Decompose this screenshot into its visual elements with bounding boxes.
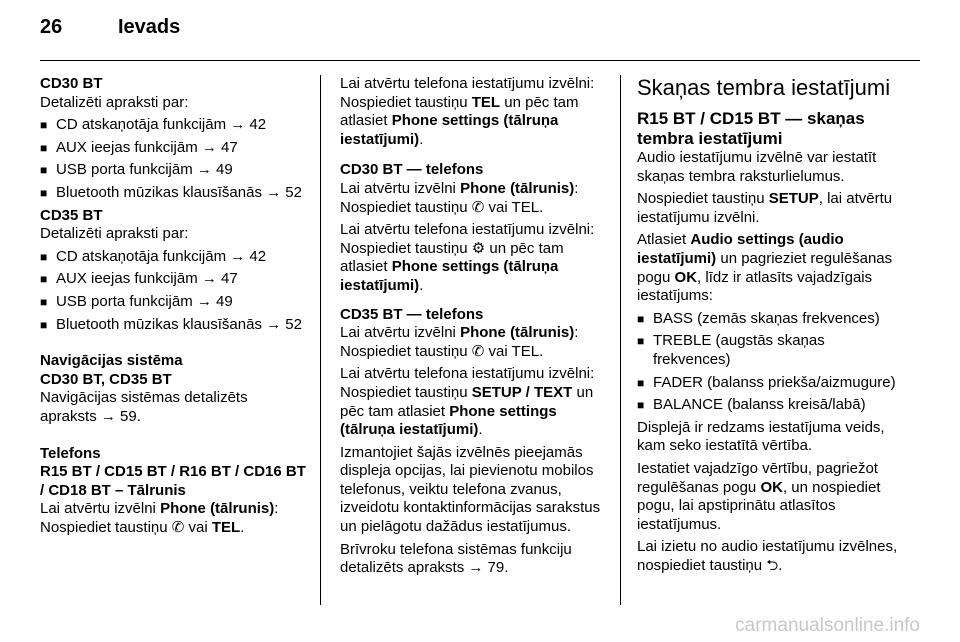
text-run: . bbox=[478, 421, 483, 439]
text-run: OK bbox=[674, 268, 698, 286]
list-item: ■ AUX ieejas funkcijām → 47 bbox=[40, 139, 308, 158]
cd35-tel-heading: CD35 BT — telefons bbox=[340, 305, 484, 323]
cd30-heading: CD30 BT bbox=[40, 75, 103, 92]
cd30-tel-heading: CD30 BT — telefons bbox=[340, 161, 484, 179]
column-2 bbox=[340, 75, 602, 582]
text-run: , lai atvērtu iestatījumu izvēlni. bbox=[637, 190, 893, 226]
subsection-heading: R15 BT / CD15 BT — skaņas tembra iestatījumi bbox=[637, 109, 865, 148]
text-run: . bbox=[240, 518, 245, 536]
text-run: : Nospiediet taustiņu ✆ vai bbox=[40, 500, 279, 536]
nav-heading: Navigācijas sistēma bbox=[40, 352, 183, 370]
text-run: TEL bbox=[211, 518, 241, 536]
text-run: Lai atvērtu telefona iestatījumu izvēlni: Nospiediet taustiņu bbox=[340, 365, 595, 401]
list-item: ■ USB porta funkcijām → 49 bbox=[40, 161, 308, 180]
list-item: ■ Bluetooth mūzikas klausīšanās → 52 bbox=[40, 316, 308, 335]
text-run: Lai atvērtu telefona iestatījumu izvēlni: Nospiediet taustiņu bbox=[340, 75, 595, 111]
nav-subheading: CD30 BT, CD35 BT bbox=[40, 370, 172, 388]
list-item: ■ BASS (zemās skaņas frekvences) bbox=[637, 310, 905, 329]
list-item: ■ Bluetooth mūzikas klausīšanās → 52 bbox=[40, 184, 308, 203]
text-run: Lai atvērtu izvēlni bbox=[40, 500, 161, 518]
settings-list bbox=[637, 310, 905, 415]
paragraph: Lai izietu no audio iestatījumu izvēlnes, nospiediet taustiņu ⮌. bbox=[637, 538, 898, 574]
text-run: Iestatiet vajadzīgo vērtību, pagriežot regulēšanas pogu bbox=[637, 459, 878, 496]
text-run: Phone settings (tālruņa iestatījumi) bbox=[340, 402, 557, 439]
text-run: . bbox=[419, 130, 424, 148]
list-item: ■ BALANCE (balanss kreisā/labā) bbox=[637, 396, 905, 415]
text-run: Lai atvērtu telefona iestatījumu izvēlni: Nospiediet taustiņu ⚙ un pēc tam atlasiet bbox=[340, 221, 595, 276]
cd35-intro: Detalizēti apraksti par: bbox=[40, 225, 189, 243]
text-run: : Nospiediet taustiņu ✆ vai TEL. bbox=[340, 179, 579, 216]
cd35-heading: CD35 BT bbox=[40, 206, 103, 224]
cd35-list bbox=[40, 248, 308, 334]
paragraph: Brīvroku telefona sistēmas funkciju detalizēts apraksts → 79. bbox=[340, 540, 572, 577]
page-header bbox=[40, 18, 180, 37]
text-run: Nospiediet taustiņu bbox=[637, 190, 769, 208]
column-3 bbox=[637, 75, 905, 579]
paragraph bbox=[637, 190, 905, 227]
text-run: SETUP bbox=[768, 190, 819, 208]
text-run: Phone (tālrunis) bbox=[160, 500, 275, 518]
paragraph bbox=[340, 324, 602, 361]
paragraph: Displejā ir redzams iestatījuma veids, kam seko iestatītā vērtība. bbox=[637, 418, 885, 455]
text-run: Phone settings (tālruņa iestatījumi) bbox=[340, 258, 559, 294]
column-1 bbox=[40, 75, 308, 541]
tel-models: R15 BT / CD15 BT / R16 BT / CD16 BT / CD18 BT – Tālrunis bbox=[40, 463, 306, 499]
text-run: un pēc tam atlasiet bbox=[340, 383, 594, 420]
list-item: ■ AUX ieejas funkcijām → 47 bbox=[40, 270, 308, 289]
paragraph bbox=[340, 180, 602, 217]
spacer bbox=[40, 338, 308, 352]
text-run: Phone (tālrunis) bbox=[460, 179, 575, 197]
page-number: 26 bbox=[40, 16, 63, 38]
list-item: ■ FADER (balanss priekša/aizmugure) bbox=[637, 374, 905, 393]
list-item: ■ CD atskaņotāja funkcijām → 42 bbox=[40, 116, 308, 135]
spacer bbox=[340, 153, 602, 161]
header-rule bbox=[40, 60, 920, 61]
tel-heading: Telefons bbox=[40, 444, 101, 462]
paragraph bbox=[637, 231, 905, 305]
paragraph: Audio iestatījumu izvēlnē var iestatīt skaņas tembra raksturlielumus. bbox=[637, 149, 877, 185]
paragraph bbox=[340, 75, 602, 149]
list-item: ■ USB porta funkcijām → 49 bbox=[40, 293, 308, 312]
nav-text: Navigācijas sistēmas detalizēts apraksts → 59. bbox=[40, 389, 248, 425]
text-run: Audio settings (audio iestatījumi) bbox=[637, 231, 844, 267]
column-divider bbox=[620, 75, 621, 605]
text-run: SETUP / TEXT bbox=[471, 383, 573, 401]
column-divider bbox=[320, 75, 321, 605]
text-run: un pēc tam atlasiet bbox=[340, 93, 579, 130]
list-item: ■ CD atskaņotāja funkcijām → 42 bbox=[40, 248, 308, 267]
list-item: ■ TREBLE (augstās skaņas frekvences) bbox=[637, 332, 905, 369]
cd30-list bbox=[40, 116, 308, 202]
text-run: un pagrieziet regulēšanas pogu bbox=[637, 249, 893, 286]
section-heading: Skaņas tembra iestatījumi bbox=[637, 75, 891, 100]
paragraph: Izmantojiet šajās izvēlnēs pieejamās displeja opcijas, lai pievienotu mobilos telefonus, veiktu telefona zvanus, izveidotu kontaktinformācijas sarakstus un pielāgotu dažādus iestatījumus. bbox=[340, 443, 601, 536]
tel-text bbox=[40, 500, 308, 537]
text-run: , līdz ir atlasīts vajadzīgais iestatījums: bbox=[637, 268, 873, 305]
text-run: Atlasiet bbox=[637, 231, 691, 249]
text-run: TEL bbox=[471, 93, 501, 111]
text-run: Lai atvērtu izvēlni bbox=[340, 324, 461, 342]
text-run: OK bbox=[760, 478, 783, 496]
text-run: Lai atvērtu izvēlni bbox=[340, 179, 461, 197]
watermark: carmanualsonline.info bbox=[735, 615, 920, 637]
paragraph bbox=[340, 365, 602, 439]
spacer bbox=[40, 431, 308, 445]
cd30-intro: Detalizēti apraksti par: bbox=[40, 93, 189, 111]
text-run: Phone (tālrunis) bbox=[460, 324, 575, 342]
text-run: , un nospiediet pogu, lai apstiprinātu atlasītos iestatījumus. bbox=[637, 478, 881, 533]
paragraph bbox=[340, 221, 602, 295]
section-title: Ievads bbox=[118, 16, 181, 38]
text-run: . bbox=[419, 276, 424, 294]
paragraph bbox=[637, 460, 905, 534]
text-run: : Nospiediet taustiņu ✆ vai TEL. bbox=[340, 324, 579, 360]
text-run: Phone settings (tālruņa iestatījumi) bbox=[340, 112, 559, 148]
